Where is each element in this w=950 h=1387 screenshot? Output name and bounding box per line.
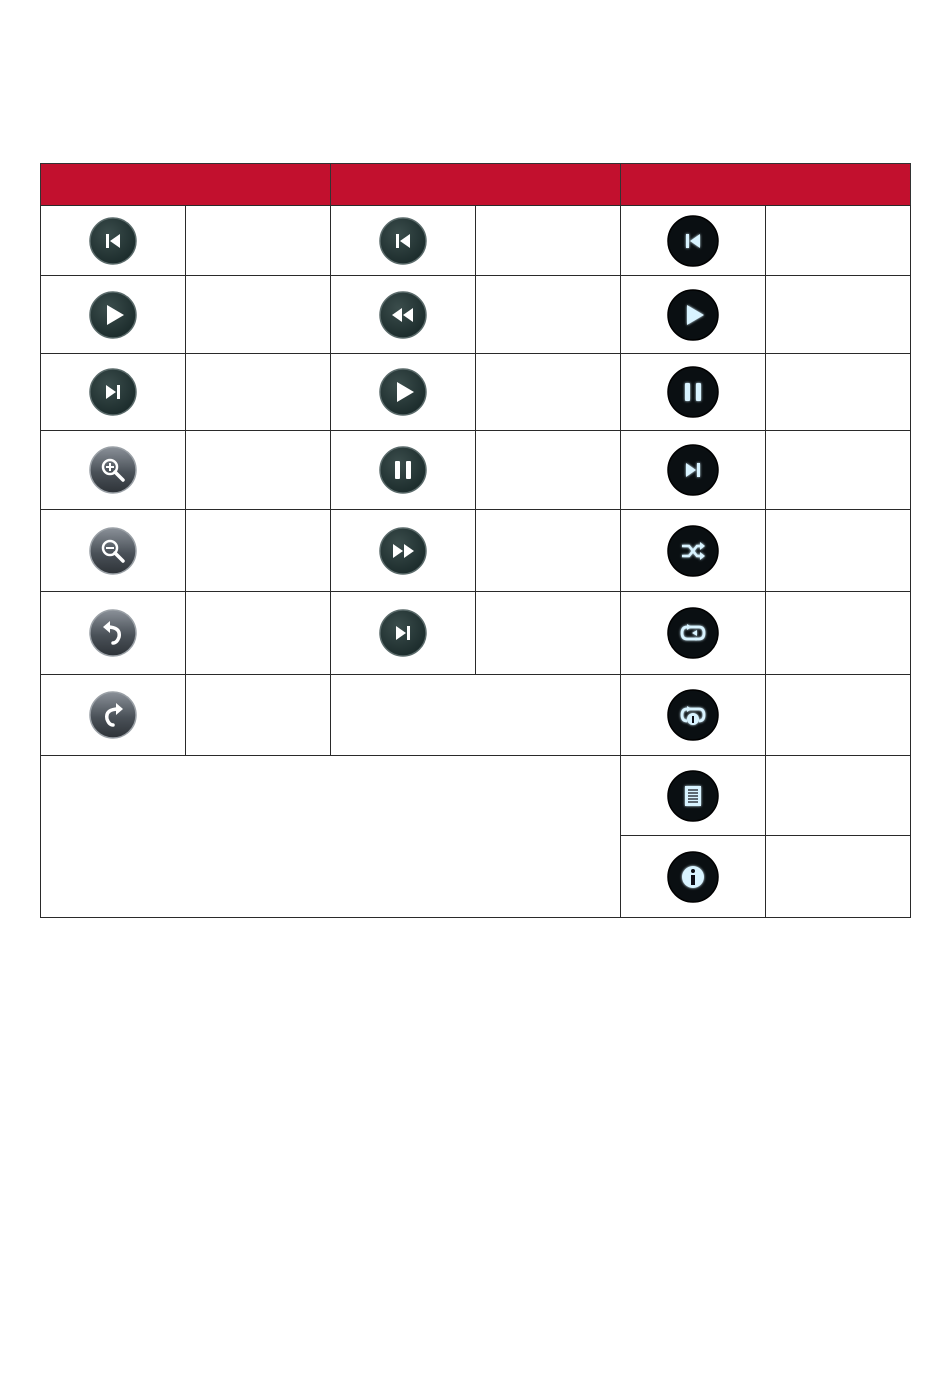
header-cell-1 (40, 163, 331, 206)
play-icon (87, 289, 139, 341)
col2-label-cell (475, 430, 621, 510)
col3-icon-cell (620, 205, 766, 276)
col3-icon-cell (620, 674, 766, 756)
next-icon (87, 366, 139, 418)
fast-forward-icon (377, 525, 429, 577)
col2-icon-cell (330, 430, 476, 510)
zoom-in-icon (87, 444, 139, 496)
col3-label-cell (765, 835, 911, 918)
playlist-icon (665, 768, 721, 824)
zoom-out-icon (87, 525, 139, 577)
col1-icon-cell (40, 205, 186, 276)
next-icon (377, 607, 429, 659)
col2-label-cell (475, 591, 621, 675)
info-icon (665, 849, 721, 905)
col1-label-cell (185, 275, 331, 354)
col3-label-cell (765, 430, 911, 510)
col1-icon-cell (40, 353, 186, 431)
pause-icon (377, 444, 429, 496)
col2-icon-cell (330, 509, 476, 592)
col1-label-cell (185, 509, 331, 592)
play-icon (377, 366, 429, 418)
header-cell-3 (620, 163, 911, 206)
col1-label-cell (185, 205, 331, 276)
rotate-left-icon (87, 607, 139, 659)
next-icon (665, 442, 721, 498)
col3-label-cell (765, 674, 911, 756)
col2-label-cell (475, 275, 621, 354)
empty-merged-cell (40, 755, 621, 918)
col3-icon-cell (620, 509, 766, 592)
header-cell-2 (330, 163, 621, 206)
col2-label-cell (475, 205, 621, 276)
previous-icon (665, 213, 721, 269)
col1-icon-cell (40, 591, 186, 675)
col3-label-cell (765, 509, 911, 592)
play-icon (665, 287, 721, 343)
previous-icon (377, 215, 429, 267)
repeat-one-icon (665, 687, 721, 743)
col3-label-cell (765, 205, 911, 276)
col2-icon-cell (330, 591, 476, 675)
pause-icon (665, 364, 721, 420)
col2-icon-cell (330, 353, 476, 431)
col1-label-cell (185, 430, 331, 510)
col2-icon-cell (330, 275, 476, 354)
col2-label-cell (475, 353, 621, 431)
rewind-icon (377, 289, 429, 341)
col3-icon-cell (620, 591, 766, 675)
col1-label-cell (185, 674, 331, 756)
col3-label-cell (765, 755, 911, 836)
col1-icon-cell (40, 430, 186, 510)
col3-icon-cell (620, 835, 766, 918)
col1-label-cell (185, 353, 331, 431)
rotate-right-icon (87, 689, 139, 741)
col3-icon-cell (620, 275, 766, 354)
col3-icon-cell (620, 353, 766, 431)
col3-icon-cell (620, 430, 766, 510)
col1-icon-cell (40, 509, 186, 592)
col3-label-cell (765, 275, 911, 354)
col1-icon-cell (40, 674, 186, 756)
col1-label-cell (185, 591, 331, 675)
col1-icon-cell (40, 275, 186, 354)
shuffle-icon (665, 523, 721, 579)
repeat-all-icon (665, 605, 721, 661)
col3-label-cell (765, 353, 911, 431)
previous-icon (87, 215, 139, 267)
col3-label-cell (765, 591, 911, 675)
col2-icon-cell (330, 205, 476, 276)
col3-icon-cell (620, 755, 766, 836)
col2-label-cell (475, 509, 621, 592)
